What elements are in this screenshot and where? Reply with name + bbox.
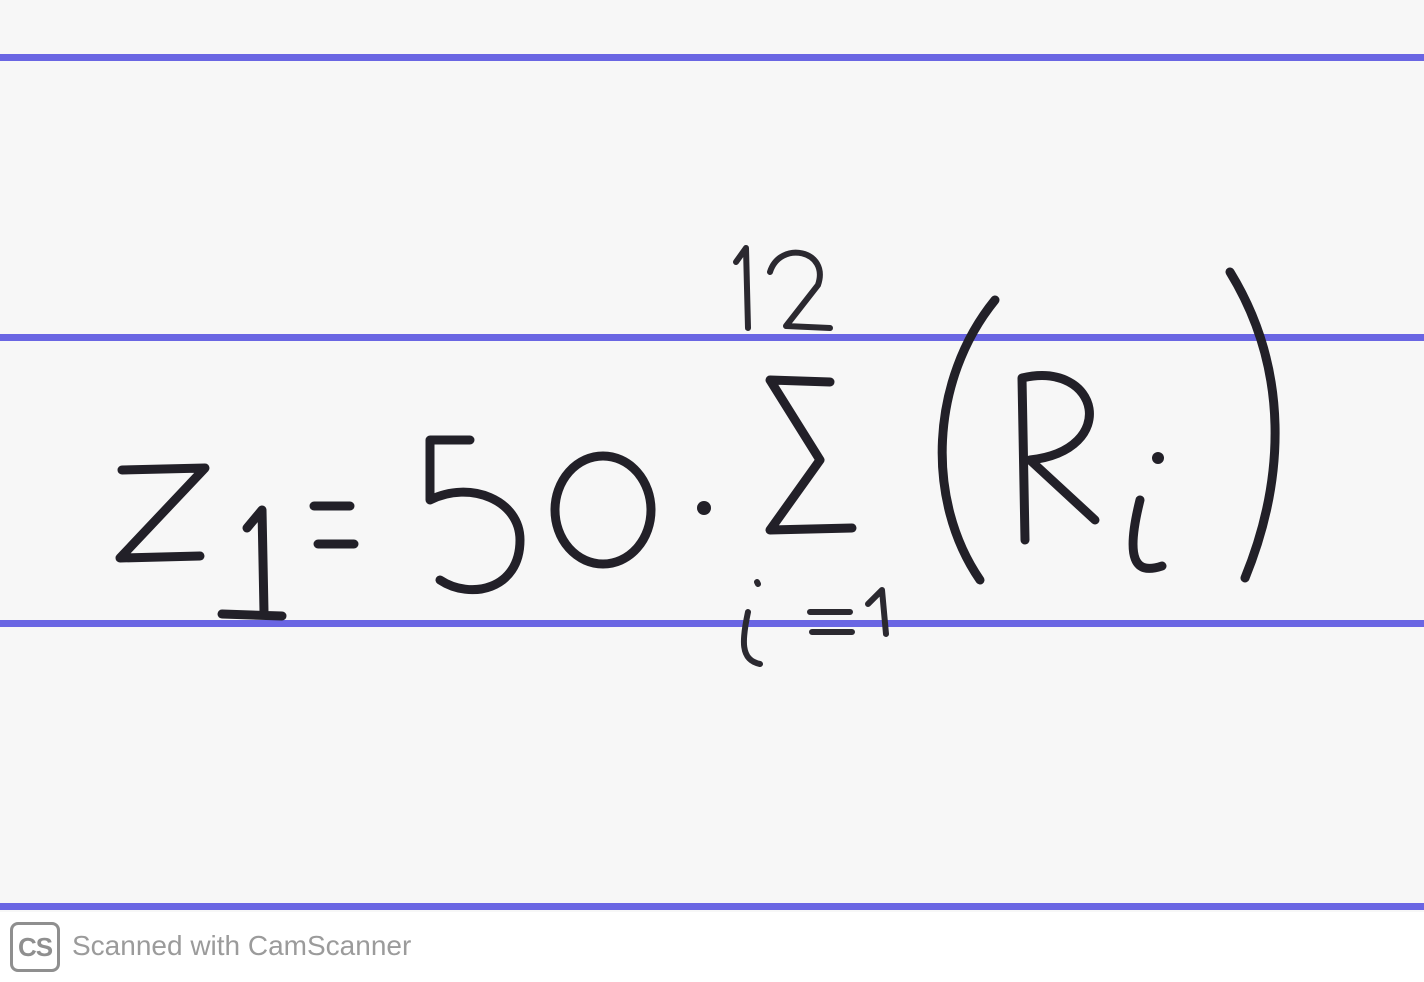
camscanner-logo: CS <box>10 922 60 972</box>
glyph-0 <box>555 456 651 564</box>
equation-sum-upper <box>341 420 383 459</box>
equation-term-close <box>525 429 541 475</box>
glyph-subscript-i-dot <box>1152 452 1164 464</box>
equation-lhs-subscript <box>131 443 152 482</box>
glyph-lower-equals <box>810 612 852 632</box>
equation-term-subscript <box>515 443 526 482</box>
equation-sum-symbol <box>300 429 328 475</box>
glyph-r <box>1022 376 1095 540</box>
equation-equals <box>165 429 199 475</box>
equation-term <box>469 429 515 475</box>
equation-sum-lower <box>396 443 456 482</box>
glyph-subscript-i <box>1133 500 1162 568</box>
glyph-subscript-1 <box>222 510 282 616</box>
watermark-label: Scanned with CamScanner <box>72 930 412 961</box>
equation-lhs <box>110 429 131 475</box>
equation-operator <box>275 429 288 475</box>
glyph-sigma <box>770 380 852 530</box>
equation-text-layer <box>110 420 541 482</box>
glyph-open-paren <box>942 300 995 580</box>
scanner-footer <box>0 912 1424 982</box>
equation-coefficient <box>211 429 262 475</box>
glyph-upper-12 <box>736 248 830 328</box>
glyph-equals <box>314 506 354 544</box>
glyph-lower-1 <box>868 590 886 634</box>
glyph-dot <box>697 501 711 515</box>
glyph-close-paren <box>1230 272 1275 578</box>
glyph-lower-i <box>744 582 760 664</box>
